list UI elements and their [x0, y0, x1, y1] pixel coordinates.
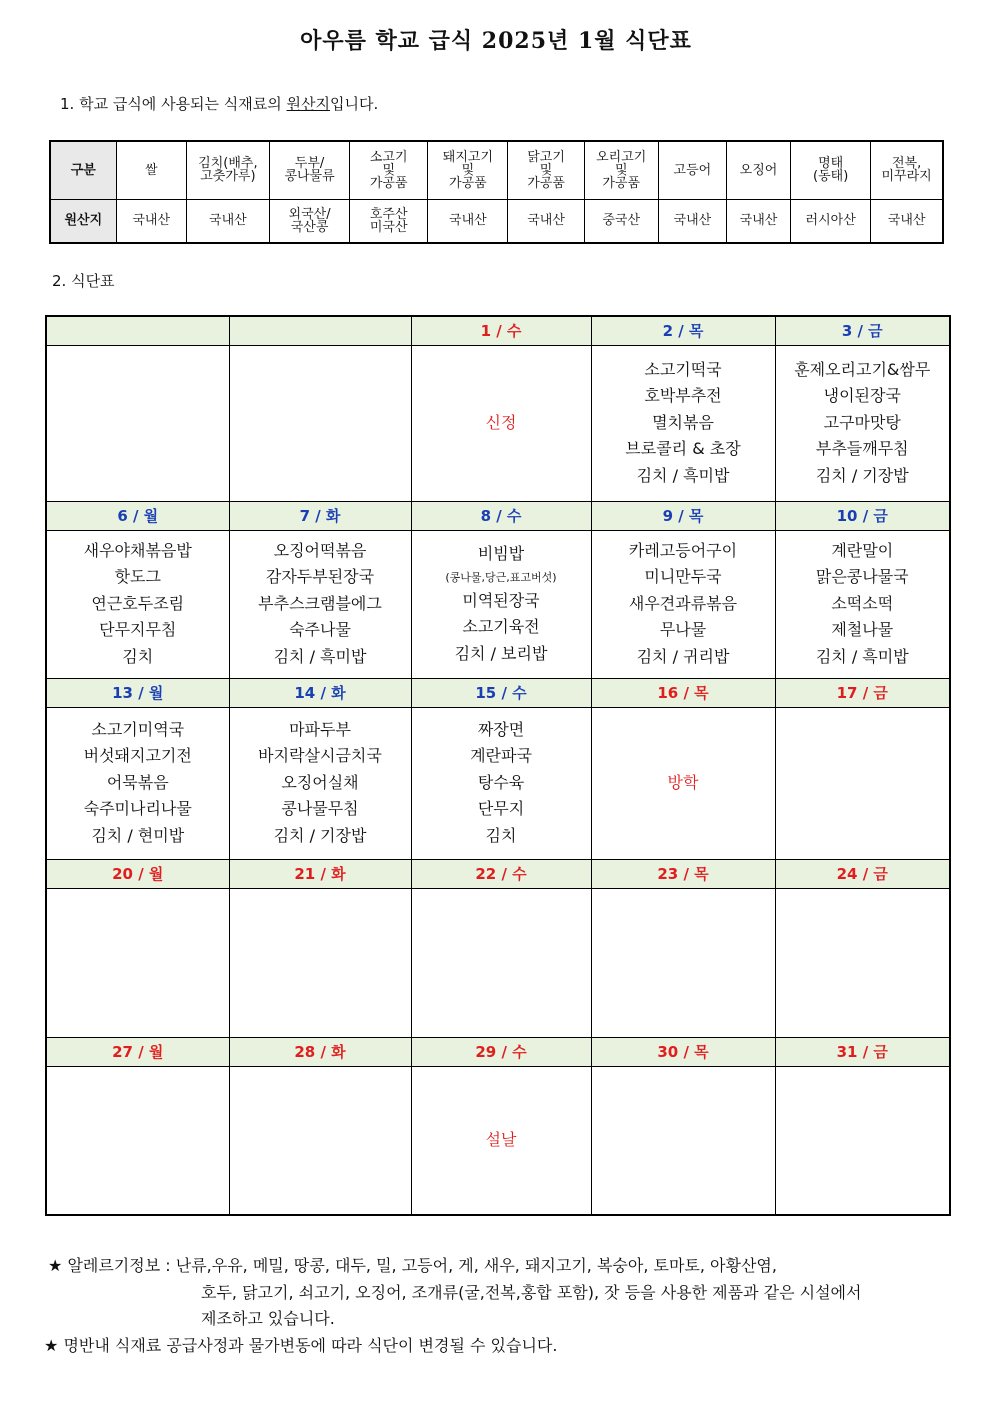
week-content-row — [46, 888, 950, 1037]
star-icon: ★ — [44, 1335, 59, 1355]
day-header — [46, 316, 229, 345]
menu-item: 무나물 — [659, 620, 707, 640]
origin-value-cell — [269, 199, 349, 243]
origin-value-line: 국내산 — [673, 213, 712, 229]
day-menu-cell — [411, 345, 591, 501]
menu-item: 부추들깨무침 — [815, 439, 909, 459]
day-header: 20 / 월 — [46, 859, 229, 888]
origin-value-cell — [658, 199, 726, 243]
origin-column-header — [428, 141, 508, 199]
menu-item: 버섯돼지고기전 — [83, 746, 192, 766]
menu-section-heading: 2. 식단표 — [52, 272, 115, 290]
menu-item: 소고기미역국 — [91, 719, 185, 739]
day-menu-cell — [591, 888, 775, 1037]
origin-value-line: 미국산 — [369, 219, 408, 235]
day-header: 7 / 화 — [229, 501, 411, 530]
day-header: 14 / 화 — [229, 678, 411, 707]
origin-column-header-line: (동태) — [813, 169, 849, 185]
day-header: 30 / 목 — [591, 1037, 775, 1066]
day-menu-cell — [775, 345, 950, 501]
week-header-row — [46, 501, 950, 530]
origin-column-header — [658, 141, 726, 199]
origin-column-header — [726, 141, 790, 199]
origin-column-header-line: 및 — [539, 162, 553, 178]
week-header-row — [46, 678, 950, 707]
origin-row-header-origin: 원산지 — [50, 199, 116, 243]
day-header: 21 / 화 — [229, 859, 411, 888]
menu-item: 바지락살시금치국 — [258, 746, 382, 766]
menu-item: 제철나물 — [831, 620, 894, 640]
menu-item: 오징어떡볶음 — [273, 540, 367, 560]
day-header: 6 / 월 — [46, 501, 229, 530]
origin-column-header-line: 및 — [382, 162, 395, 178]
origin-value-row — [50, 199, 943, 243]
menu-item: 단무지무침 — [99, 620, 177, 640]
allergy-text-3: 제조하고 있습니다. — [201, 1309, 335, 1328]
day-menu-cell — [591, 345, 775, 501]
origin-column-header-line: 김치(배추, — [198, 156, 258, 172]
menu-item: 핫도그 — [114, 567, 161, 587]
menu-item: 김치 — [122, 646, 154, 666]
day-header: 31 / 금 — [775, 1037, 950, 1066]
menu-calendar-table — [45, 315, 951, 1216]
menu-item: 소고기떡국 — [644, 359, 722, 379]
origin-value-cell — [726, 199, 790, 243]
origin-heading-suffix: 입니다. — [330, 95, 379, 113]
origin-column-header — [508, 141, 584, 199]
menu-item: 연근호두조림 — [91, 593, 185, 613]
day-header: 9 / 목 — [591, 501, 775, 530]
menu-item: 호박부추전 — [644, 386, 722, 406]
day-menu-cell — [775, 1066, 950, 1215]
menu-item: 단무지 — [477, 799, 525, 819]
origin-column-header-line: 명태 — [818, 156, 844, 172]
menu-item: 탕수육 — [477, 772, 525, 792]
origin-column-header-line: 가공품 — [369, 175, 408, 191]
origin-column-header — [350, 141, 428, 199]
menu-item: 김치 / 흑미밥 — [636, 465, 730, 485]
menu-item: 오징어실채 — [281, 772, 359, 792]
origin-column-header-line: 고춧가루) — [200, 169, 256, 185]
menu-item: 김치 / 기장밥 — [273, 825, 367, 845]
holiday-label: 방학 — [667, 772, 699, 792]
day-header: 17 / 금 — [775, 678, 950, 707]
week-header-row — [46, 859, 950, 888]
week-content-row — [46, 707, 950, 859]
origin-column-header — [116, 141, 186, 199]
week-content-row — [46, 345, 950, 501]
menu-item: 훈제오리고기&쌈무 — [794, 359, 931, 379]
week-content-row — [46, 530, 950, 678]
origin-heading-prefix: 1. 학교 급식에 사용되는 식재료의 — [60, 95, 287, 113]
menu-item: 김치 / 기장밥 — [815, 465, 909, 485]
day-header: 23 / 목 — [591, 859, 775, 888]
origin-value-cell — [428, 199, 508, 243]
week-header-row — [46, 316, 950, 345]
day-header: 29 / 수 — [411, 1037, 591, 1066]
origin-value-line: 국내산 — [132, 213, 171, 229]
menu-item: 맑은콩나물국 — [815, 567, 909, 587]
origin-value-line: 국내산 — [887, 213, 926, 229]
origin-value-cell — [186, 199, 269, 243]
day-menu-cell — [46, 707, 229, 859]
day-header: 1 / 수 — [411, 316, 591, 345]
menu-item: 새우야채볶음밥 — [83, 540, 192, 560]
origin-column-header-line: 가공품 — [602, 175, 641, 191]
day-header: 13 / 월 — [46, 678, 229, 707]
menu-item: 김치 / 흑미밥 — [815, 646, 909, 666]
change-note-text: 명반내 식재료 공급사정과 물가변동에 따라 식단이 변경될 수 있습니다. — [63, 1335, 558, 1355]
allergy-text-1: 난류,우유, 메밀, 땅콩, 대두, 밀, 고등어, 게, 새우, 돼지고기, 복숭아, 토마토, 아황산염, — [175, 1256, 777, 1275]
origin-value-cell — [350, 199, 428, 243]
menu-item: 미니만두국 — [644, 567, 722, 587]
day-header: 15 / 수 — [411, 678, 591, 707]
origin-column-header — [584, 141, 658, 199]
origin-column-header-line: 오징어 — [739, 162, 778, 178]
day-menu-cell — [775, 888, 950, 1037]
origin-value-cell — [116, 199, 186, 243]
origin-value-line: 외국산/ — [288, 206, 331, 222]
menu-item: 카레고등어구이 — [628, 540, 738, 560]
origin-column-header-line: 오리고기 — [596, 149, 647, 165]
change-note — [44, 1333, 948, 1360]
week-header-row — [46, 1037, 950, 1066]
origin-column-header — [186, 141, 269, 199]
menu-item: 김치 — [485, 825, 517, 845]
menu-item: 감자두부된장국 — [265, 567, 375, 587]
origin-value-line: 국내산 — [449, 213, 487, 229]
allergy-text-2: 호두, 닭고기, 쇠고기, 오징어, 조개류(굴,전복,홍합 포함), 잣 등을 사용한 제품과 같은 시설에서 — [201, 1282, 862, 1302]
origin-column-header — [791, 141, 871, 199]
day-header: 3 / 금 — [775, 316, 950, 345]
menu-item: 새우견과류볶음 — [628, 593, 738, 613]
menu-item: 브로콜리 & 초장 — [625, 439, 741, 459]
day-menu-cell — [229, 707, 411, 859]
day-menu-cell — [411, 707, 591, 859]
holiday-label: 설날 — [485, 1130, 517, 1149]
day-menu-cell — [229, 1066, 411, 1215]
origin-value-line: 국내산 — [739, 213, 778, 229]
menu-item: 숙주미나리나물 — [83, 799, 192, 819]
menu-item: 계란말이 — [831, 540, 894, 560]
origin-column-header-line: 미꾸라지 — [881, 169, 932, 185]
menu-item: 소떡소떡 — [831, 593, 894, 613]
menu-item: 김치 / 귀리밥 — [636, 646, 730, 666]
week-content-row — [46, 1066, 950, 1215]
menu-item: (콩나물,당근,표고버섯) — [445, 570, 557, 584]
origin-value-cell — [871, 199, 943, 243]
star-icon: ★ — [48, 1256, 63, 1275]
menu-item: 부추스크램블에그 — [258, 593, 382, 613]
day-menu-cell — [411, 530, 591, 678]
day-menu-cell — [229, 345, 411, 501]
origin-column-header — [871, 141, 943, 199]
origin-value-cell — [791, 199, 871, 243]
menu-item: 소고기육전 — [462, 617, 540, 636]
menu-item: 마파두부 — [289, 719, 351, 739]
day-menu-cell — [411, 888, 591, 1037]
menu-item: 콩나물무침 — [281, 799, 359, 819]
origin-column-header-line: 전복, — [892, 156, 922, 172]
menu-item: 멸치볶음 — [652, 412, 714, 432]
origin-value-line: 국산콩 — [290, 219, 329, 235]
origin-value-line: 국내산 — [209, 213, 247, 229]
origin-value-cell — [508, 199, 584, 243]
menu-item: 숙주나물 — [289, 620, 351, 640]
origin-header-row — [50, 141, 943, 199]
page-title: 아우름 학교 급식 2025년 1월 식단표 — [300, 28, 692, 54]
day-menu-cell — [591, 1066, 775, 1215]
origin-column-header — [269, 141, 349, 199]
menu-item: 고구마맛탕 — [823, 412, 901, 432]
day-header: 28 / 화 — [229, 1037, 411, 1066]
day-menu-cell — [229, 888, 411, 1037]
menu-item: 비빔밥 — [477, 544, 525, 563]
menu-item: 냉이된장국 — [823, 386, 901, 406]
origin-value-line: 호주산 — [369, 206, 408, 222]
origin-column-header-line: 콩나물류 — [284, 169, 335, 185]
day-menu-cell — [775, 707, 950, 859]
day-header: 27 / 월 — [46, 1037, 229, 1066]
origin-column-header-line: 쌀 — [144, 162, 158, 178]
origin-column-header-line: 및 — [614, 162, 628, 178]
day-menu-cell — [229, 530, 411, 678]
day-header: 22 / 수 — [411, 859, 591, 888]
origin-row-header-category: 구분 — [50, 141, 116, 199]
day-menu-cell — [46, 888, 229, 1037]
menu-item: 짜장면 — [477, 719, 525, 739]
origin-value-line: 중국산 — [602, 213, 641, 229]
day-menu-cell — [46, 345, 229, 501]
origin-column-header-line: 고등어 — [673, 162, 712, 178]
allergy-label: 알레르기정보 : — [67, 1256, 176, 1275]
origin-heading-underlined: 원산지 — [286, 95, 331, 113]
day-menu-cell — [46, 1066, 229, 1215]
holiday-label: 신정 — [485, 412, 517, 432]
day-menu-cell — [775, 530, 950, 678]
day-menu-cell — [411, 1066, 591, 1215]
day-header: 10 / 금 — [775, 501, 950, 530]
origin-value-line: 러시아산 — [805, 213, 856, 229]
day-header: 24 / 금 — [775, 859, 950, 888]
origin-column-header-line: 및 — [461, 162, 475, 178]
menu-item: 어묵볶음 — [106, 772, 169, 792]
origin-column-header-line: 닭고기 — [527, 149, 565, 165]
allergy-note-line-1 — [48, 1253, 948, 1280]
menu-item: 미역된장국 — [462, 590, 540, 610]
day-header: 8 / 수 — [411, 501, 591, 530]
notes-block — [44, 1253, 948, 1359]
origin-column-header-line: 가공품 — [527, 175, 565, 191]
origin-column-header-line: 소고기 — [369, 149, 408, 165]
day-header — [229, 316, 411, 345]
origin-column-header-line: 가공품 — [449, 175, 487, 191]
origin-table — [49, 140, 944, 244]
day-header: 16 / 목 — [591, 678, 775, 707]
origin-column-header-line: 두부/ — [294, 156, 325, 172]
day-header: 2 / 목 — [591, 316, 775, 345]
origin-section-heading — [60, 93, 378, 114]
menu-item: 계란파국 — [470, 746, 532, 766]
day-menu-cell — [591, 530, 775, 678]
origin-value-line: 국내산 — [527, 213, 565, 229]
origin-value-cell — [584, 199, 658, 243]
day-menu-cell — [591, 707, 775, 859]
menu-item: 김치 / 흑미밥 — [273, 646, 367, 666]
menu-item: 김치 / 보리밥 — [454, 643, 548, 663]
menu-item: 김치 / 현미밥 — [91, 825, 185, 845]
day-menu-cell — [46, 530, 229, 678]
origin-column-header-line: 돼지고기 — [442, 149, 494, 165]
